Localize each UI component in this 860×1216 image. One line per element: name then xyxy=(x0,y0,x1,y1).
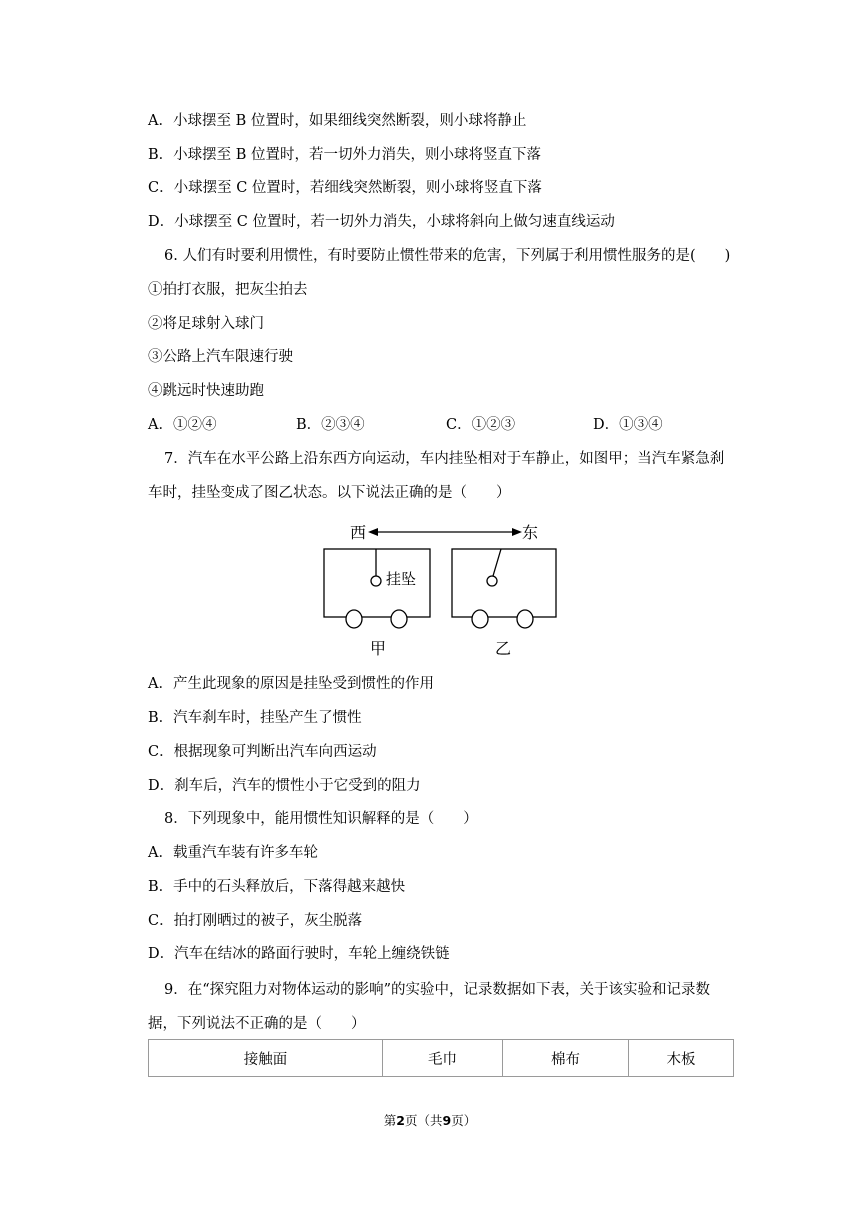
q7-option-d: D．刹车后，汽车的惯性小于它受到的阻力 xyxy=(148,778,421,794)
table-row xyxy=(149,1040,734,1077)
q7-figure xyxy=(310,512,560,662)
footer-page-number: 2 xyxy=(396,1113,405,1128)
wheel-icon xyxy=(517,610,533,628)
car-pendant-diagram xyxy=(310,512,560,662)
q5-option-d: D．小球摆至 C 位置时，若一切外力消失，小球将斜向上做匀速直线运动 xyxy=(148,214,615,230)
west-label: 西 xyxy=(350,523,367,542)
q6-stem: 6. 人们有时要利用惯性，有时要防止惯性带来的危害，下列属于利用惯性服务的是( ) xyxy=(164,248,731,264)
caption-jia: 甲 xyxy=(370,639,387,658)
wheel-icon xyxy=(346,610,362,628)
q6-option-a: A．①②④ xyxy=(148,417,217,433)
q5-option-b: B．小球摆至 B 位置时，若一切外力消失，则小球将竖直下落 xyxy=(148,147,542,163)
q7-stem-line2: 车时，挂坠变成了图乙状态。以下说法正确的是（ ） xyxy=(148,485,511,501)
q5-option-c: C．小球摆至 C 位置时，若细线突然断裂，则小球将竖直下落 xyxy=(148,180,542,196)
arrow-west-icon xyxy=(368,528,378,536)
arrow-east-icon xyxy=(512,528,522,536)
q8-option-c: C．拍打刚晒过的被子，灰尘脱落 xyxy=(148,913,363,929)
q6-option-b: B．②③④ xyxy=(296,417,365,433)
wheel-icon xyxy=(472,610,488,628)
footer-suffix: 页） xyxy=(451,1113,477,1128)
q7-option-a: A．产生此现象的原因是挂坠受到惯性的作用 xyxy=(148,676,434,692)
caption-yi: 乙 xyxy=(495,639,512,658)
q8-option-b: B．手中的石头释放后，下落得越来越快 xyxy=(148,879,406,895)
q6-option-c: C．①②③ xyxy=(446,417,516,433)
q7-option-c: C．根据现象可判断出汽车向西运动 xyxy=(148,744,377,760)
q6-option-d: D．①③④ xyxy=(593,417,663,433)
q7-stem-line1: 7．汽车在水平公路上沿东西方向运动，车内挂坠相对于车静止，如图甲；当汽车紧急刹 xyxy=(164,451,725,467)
footer-middle: 页（共 xyxy=(404,1113,443,1128)
car-yi-body xyxy=(452,549,556,617)
pendant-label: 挂坠 xyxy=(386,570,417,588)
east-label: 东 xyxy=(522,523,539,542)
q6-item-1: ①拍打衣服，把灰尘拍去 xyxy=(148,282,308,298)
q6-item-4: ④跳远时快速助跑 xyxy=(148,383,264,399)
table-header-cell: 毛巾 xyxy=(383,1040,503,1077)
footer-prefix: 第 xyxy=(383,1113,397,1128)
q5-option-a: A．小球摆至 B 位置时，如果细线突然断裂，则小球将静止 xyxy=(148,113,527,129)
pendant-ball-yi xyxy=(487,576,497,586)
q9-stem-line1: 9．在“探究阻力对物体运动的影响”的实验中，记录数据如下表，关于该实验和记录数 xyxy=(164,982,711,998)
q8-option-a: A．载重汽车装有许多车轮 xyxy=(148,845,318,861)
table-header-cell: 接触面 xyxy=(149,1040,383,1077)
table-header-cell: 木板 xyxy=(629,1040,734,1077)
q9-stem-line2: 据，下列说法不正确的是（ ） xyxy=(148,1016,366,1032)
pendant-string-yi xyxy=(493,549,501,576)
q6-options xyxy=(148,415,748,435)
q8-stem: 8．下列现象中，能用惯性知识解释的是（ ） xyxy=(164,811,478,827)
pendant-ball-jia xyxy=(371,576,381,586)
q6-item-2: ②将足球射入球门 xyxy=(148,316,264,332)
q9-table xyxy=(148,1039,734,1077)
table-header-cell: 棉布 xyxy=(503,1040,629,1077)
q6-item-3: ③公路上汽车限速行驶 xyxy=(148,349,293,365)
page-footer xyxy=(0,1111,860,1129)
wheel-icon xyxy=(391,610,407,628)
footer-total-pages: 9 xyxy=(442,1113,452,1128)
q8-option-d: D．汽车在结冰的路面行驶时，车轮上缠绕铁链 xyxy=(148,946,450,962)
q7-option-b: B．汽车刹车时，挂坠产生了惯性 xyxy=(148,710,362,726)
